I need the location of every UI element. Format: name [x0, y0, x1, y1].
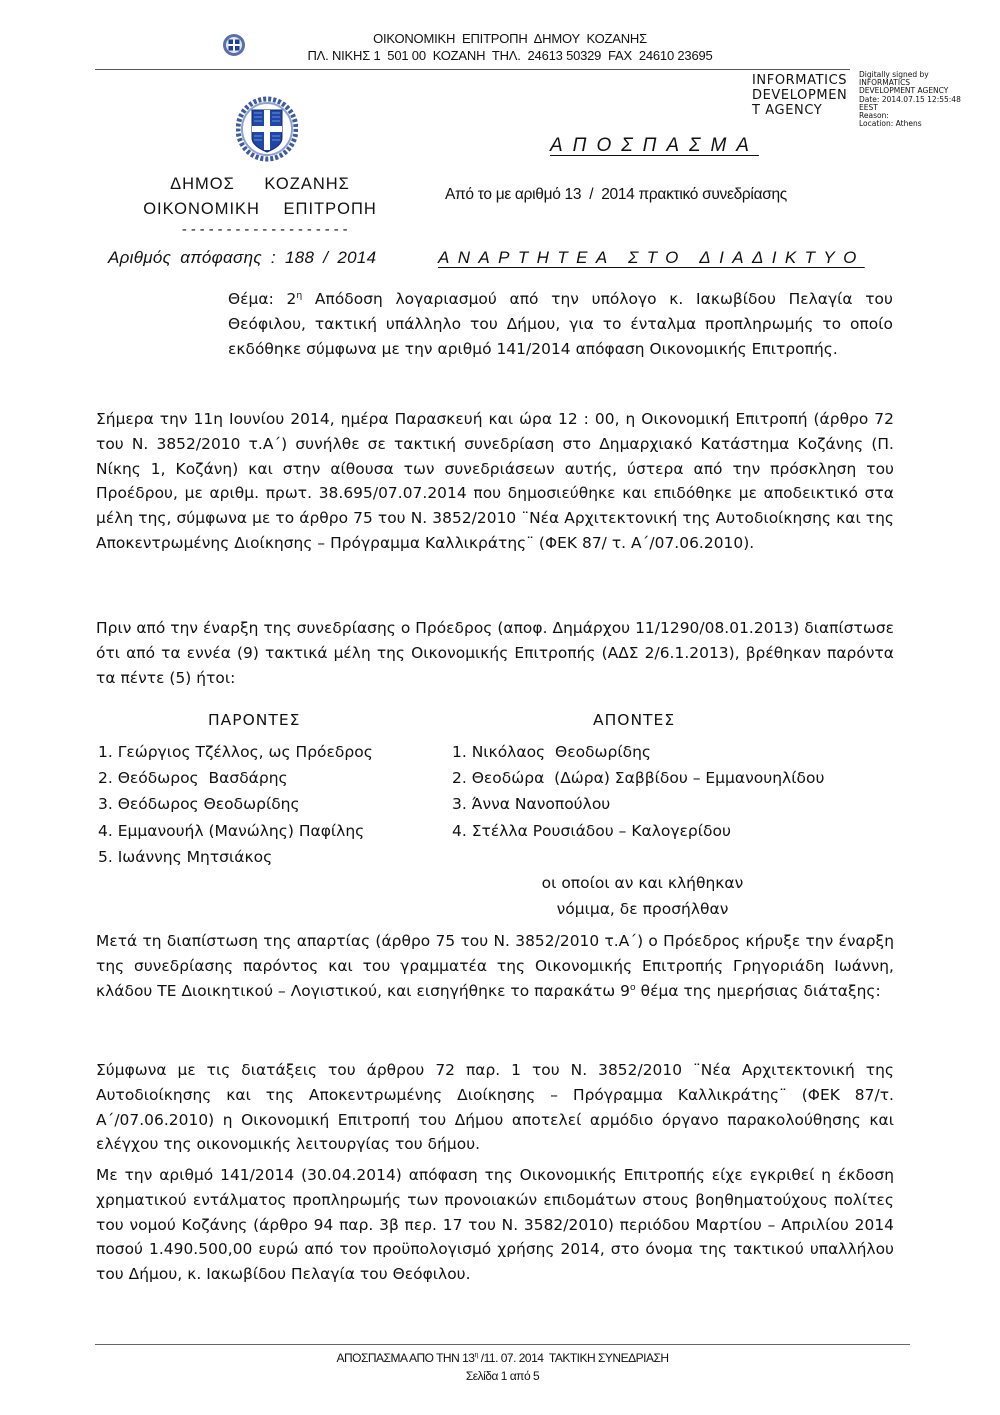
decision-value: 188 / 2014	[285, 248, 377, 267]
absent-members-list	[452, 739, 824, 844]
footer-caption	[95, 1349, 910, 1367]
absent-note-line: νόμιμα, δε προσήλθαν	[556, 900, 729, 918]
opening-text: Μετά τη διαπίστωση της απαρτίας (άρθρο 75 του Ν. 3852/2010 τ.Α΄) ο Πρόεδρος κήρυξε την έναρξη της συνεδρίασης παρόντος και του γραμματέα της Οικονομικής Επιτροπής Γρηγοριάδη Ιωάννη, κλάδου ΤΕ Διοικητικού – Λογιστικού, και εισηγήθηκε το παρακάτω	[96, 932, 894, 1000]
signature-detail: INFORMATICS	[859, 78, 911, 88]
opening-ordinal-sup: ο	[630, 981, 636, 993]
opening-paragraph	[96, 929, 894, 1003]
background-paragraph: Με την αριθμό 141/2014 (30.04.2014) απόφαση της Οικονομικής Επιτροπής είχε εγκριθεί η έκδοση χρηματικού εντάλματος προπληρωμής των προνοιακών επιδομάτων στους βοηθηματούχους πολίτες του νομού Κοζάνης (άρθρο 94 παρ. 3β περ. 17 του Ν. 3582/2010) περιόδου Μαρτίου – Απριλίου 2014 ποσού 1.490.500,00 ευρώ από τον προϋπολογισμό χρήσης 2014, στο όνομα της τακτικού υπαλλήλου του Δήμου, κ. Ιακωβίδου Πελαγία του Θεόφιλου.	[96, 1166, 894, 1284]
signature-name-line: T AGENCY	[752, 103, 823, 118]
subject-label: Θέμα:	[228, 290, 274, 308]
present-members-list	[98, 739, 373, 870]
signature-detail: Location: Athens	[859, 119, 922, 129]
municipality-name: ΔΗΜΟΣ ΚΟΖΑΝΗΣ	[170, 175, 350, 193]
meeting-paragraph: Σήμερα την 11η Ιουνίου 2014, ημέρα Παρασκευή και ώρα 12 : 00, η Οικονομική Επιτροπή (άρθρο 72 του Ν. 3852/2010 τ.Α΄) συνήλθε σε τακτική συνεδρίαση στο Δημαρχιακό Κατάστημα Κοζάνης (Π. Νίκης 1, Κοζάνη) και στην αίθουσα των συνεδριάσεων αυτής, ύστερα από την πρόσκληση του Προέδρου, με αριθμ. πρωτ. 38.695/07.07.2014 που δημοσιεύθηκε και επιδόθηκε με αποδεικτικό στα μέλη της, σύμφωνα με το άρθρο 75 του Ν. 3852/2010 ¨Νέα Αρχιτεκτονική της Αυτοδιοίκησης και της Αποκεντρωμένης Διοίκησης – Πρόγραμμα Καλλικράτης¨ (ΦΕΚ 87/ τ. Α΄/07.06.2010).	[96, 410, 894, 552]
list-item: 4. Στέλλα Ρουσιάδου – Καλογερίδου	[452, 821, 731, 840]
signature-detail: EEST	[859, 102, 878, 112]
signature-detail: DEVELOPMENT AGENCY	[859, 86, 949, 96]
subject-paragraph	[228, 287, 893, 361]
legal-basis-paragraph: Σύμφωνα με τις διατάξεις του άρθρου 72 παρ. 1 του Ν. 3852/2010 ¨Νέα Αρχιτεκτονική της Αυτοδιοίκησης και της Αποκεντρωμένης Διοίκησης – Πρόγραμμα Καλλικράτης¨ (ΦΕΚ 87/τ. Α΄/07.06.2010) η Οικονομική Επιτροπή του Δήμου αποτελεί αρμόδιο όργανο παρακολούθησης και ελέγχου της οικονομικής λειτουργίας του δήμου.	[96, 1061, 894, 1154]
signature-name-line: DEVELOPMEN	[752, 88, 848, 103]
signature-detail: Digitally signed by	[859, 70, 929, 79]
document-title: ΑΠΟΣΠΑΣΜΑ	[550, 135, 759, 156]
minutes-reference: Από το με αριθμό 13 / 2014 πρακτικό συνεδρίασης	[445, 186, 787, 203]
list-item: 3. Άννα Νανοπούλου	[452, 795, 611, 814]
decision-label: Αριθμός απόφασης :	[108, 248, 276, 267]
signature-divider	[710, 69, 850, 70]
opening-text-end: θέμα της ημερήσιας διάταξης:	[635, 981, 881, 1000]
subject-ordinal: 2	[286, 290, 297, 308]
greek-coat-of-arms-icon	[236, 96, 298, 164]
committee-name: ΟΙΚΟΝΟΜΙΚΗ ΕΠΙΤΡΟΠΗ	[143, 200, 377, 218]
footer-caption-date: /11. 07. 2014 ΤΑΚΤΙΚΗ ΣΥΝΕΔΡΙΑΣΗ	[477, 1351, 669, 1365]
letterhead-address: ΠΛ. ΝΙΚΗΣ 1 501 00 ΚΟΖΑΝΗ ΤΗΛ. 24613 50329 FAX 24610 23695	[307, 48, 713, 63]
header-divider	[95, 69, 710, 70]
subject-ordinal-sup: η	[296, 289, 303, 301]
signature-detail: Date: 2014.07.15 12:55:48	[859, 94, 961, 104]
footer-caption-sup: η	[474, 1350, 478, 1359]
list-item: 1. Νικόλαος Θεοδωρίδης	[452, 743, 652, 761]
digital-signature-name[interactable]	[752, 73, 862, 118]
opening-ordinal: 9	[620, 981, 630, 1000]
absent-note	[485, 870, 800, 922]
post-online-notice: ΑΝΑΡΤΗΤΕΑ ΣΤΟ ΔΙΑΔΙΚΤΥΟ	[438, 248, 865, 267]
footer-divider	[95, 1344, 910, 1345]
quorum-paragraph: Πριν από την έναρξη της συνεδρίασης ο Πρόεδρος (αποφ. Δημάρχου 11/1290/08.01.2013) διαπίστωσε ότι από τα εννέα (9) τακτικά μέλη της Οικονομικής Επιτροπής (ΑΔΣ 2/6.1.2013), βρέθηκαν παρόντα τα πέντε (5) ήτοι:	[96, 619, 894, 687]
list-item: 4. Εμμανουήλ (Μανώλης) Παφίλης	[98, 821, 365, 840]
absent-note-line: οι οποίοι αν και κλήθηκαν	[541, 874, 744, 892]
signature-detail: Reason:	[859, 111, 889, 121]
page-number: Σελίδα 1 από 5	[465, 1369, 540, 1383]
list-item: 2. Θεοδώρα (Δώρα) Σαββίδου – Εμμανουηλίδου	[452, 769, 825, 788]
list-item: 1. Γεώργιος Τζέλλος, ως Πρόεδρος	[98, 743, 373, 761]
letterhead-org: ΟΙΚΟΝΟΜΙΚΗ ΕΠΙΤΡΟΠΗ ΔΗΜΟΥ ΚΟΖΑΝΗΣ	[373, 31, 647, 46]
footer-caption-text: ΑΠΟΣΠΑΣΜΑ ΑΠΟ ΤΗΝ 13	[336, 1351, 475, 1365]
list-item: 5. Ιωάννης Μητσιάκος	[98, 847, 273, 866]
issuing-authority	[110, 172, 410, 222]
letterhead	[240, 30, 780, 64]
signature-name-line: INFORMATICS	[752, 73, 848, 88]
separator: -------------------	[180, 222, 350, 238]
list-item: 3. Θεόδωρος Θεοδωρίδης	[98, 795, 300, 814]
list-item: 2. Θεόδωρος Βασδάρης	[98, 769, 288, 788]
digital-signature-details[interactable]	[859, 71, 989, 128]
subject-text: Απόδοση λογαριασμού από την υπόλογο κ. Ιακωβίδου Πελαγία του Θεόφιλου, τακτική υπάλληλο του Δήμου, για το ένταλμα προπληρωμής το οποίο εκδόθηκε σύμφωνα με την αριθμό 141/2014 απόφαση Οικονομικής Επιτροπής.	[228, 290, 893, 358]
absent-heading: ΑΠΟΝΤΕΣ	[593, 711, 676, 729]
decision-number	[108, 248, 376, 268]
page-footer	[95, 1349, 910, 1385]
present-heading: ΠΑΡΟΝΤΕΣ	[208, 711, 301, 729]
